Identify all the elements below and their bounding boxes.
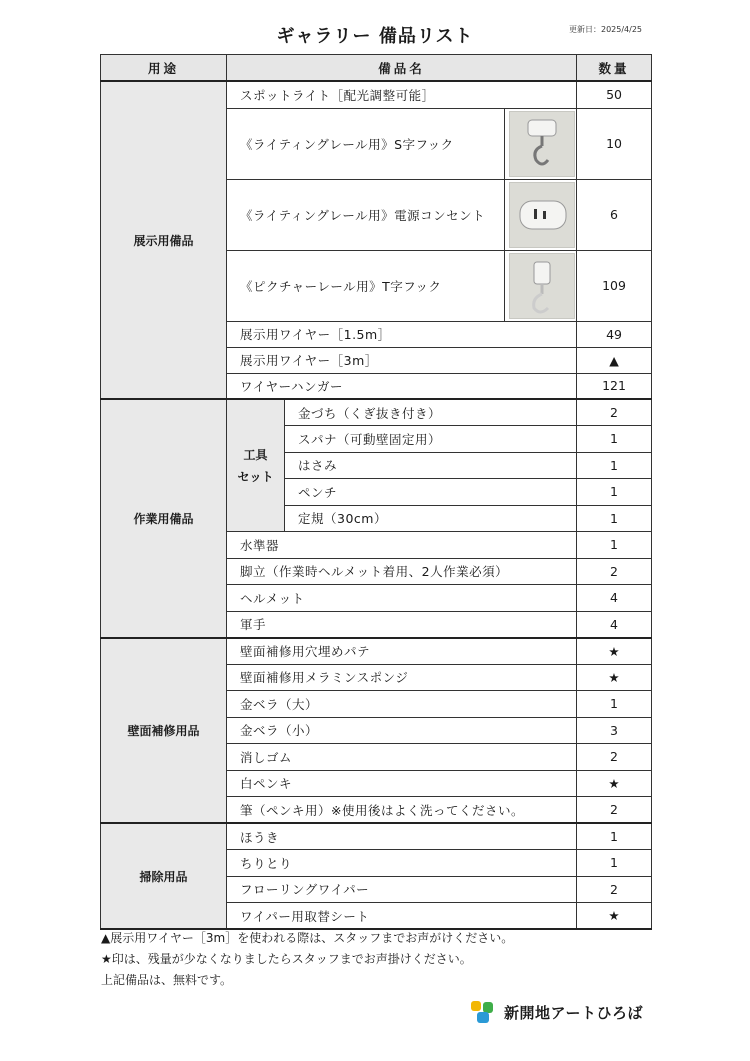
- item-qty: ▲: [577, 347, 652, 373]
- category-wall-repair: 壁面補修用品: [101, 638, 227, 824]
- table-header-row: [101, 55, 652, 82]
- header-qty: 数量: [577, 55, 652, 82]
- item-qty: 121: [577, 373, 652, 399]
- item-name: 軍手: [227, 611, 577, 638]
- item-qty: 4: [577, 611, 652, 638]
- item-qty: 1: [577, 823, 652, 850]
- item-name: 壁面補修用穴埋めパテ: [227, 638, 577, 665]
- item-name: 筆（ペンキ用）※使用後はよく洗ってください。: [227, 797, 577, 824]
- tool-name: 金づち（くぎ抜き付き）: [285, 399, 577, 426]
- table-row: [101, 823, 652, 850]
- category-work: 作業用備品: [101, 399, 227, 638]
- item-qty: 10: [577, 108, 652, 179]
- item-qty: 1: [577, 505, 652, 532]
- item-name: ほうき: [227, 823, 577, 850]
- note-star: ★印は、残量が少なくなりましたらスタッフまでお声掛けください。: [101, 952, 472, 966]
- item-name: 脚立（作業時ヘルメット着用、2人作業必須）: [227, 558, 577, 585]
- table-row: [101, 81, 652, 108]
- item-qty: ★: [577, 770, 652, 797]
- s-hook-photo: [509, 111, 575, 177]
- category-exhibition: 展示用備品: [101, 81, 227, 399]
- item-qty: ★: [577, 638, 652, 665]
- item-qty: 3: [577, 717, 652, 744]
- item-name: 《ライティングレール用》S字フック: [227, 108, 505, 179]
- item-qty: 2: [577, 399, 652, 426]
- item-qty: 1: [577, 532, 652, 559]
- organization-logo: [470, 1000, 643, 1024]
- logo-mark-icon: [470, 1000, 496, 1024]
- item-qty: 1: [577, 479, 652, 506]
- item-qty: 2: [577, 797, 652, 824]
- item-qty: 1: [577, 850, 652, 877]
- item-qty: 4: [577, 585, 652, 612]
- item-qty: 2: [577, 744, 652, 771]
- item-qty: 49: [577, 321, 652, 347]
- item-name: 展示用ワイヤー［3m］: [227, 347, 577, 373]
- item-name: 水準器: [227, 532, 577, 559]
- item-name: 壁面補修用メラミンスポンジ: [227, 664, 577, 691]
- tool-name: ペンチ: [285, 479, 577, 506]
- item-name: 白ペンキ: [227, 770, 577, 797]
- item-name: 《ピクチャーレール用》T字フック: [227, 250, 505, 321]
- item-name: 展示用ワイヤー［1.5m］: [227, 321, 577, 347]
- item-qty: 109: [577, 250, 652, 321]
- tool-name: はさみ: [285, 452, 577, 479]
- header-use: 用途: [101, 55, 227, 82]
- item-qty: 2: [577, 558, 652, 585]
- note-free: 上記備品は、無料です。: [101, 973, 233, 987]
- category-cleaning: 掃除用品: [101, 823, 227, 929]
- item-name: スポットライト［配光調整可能］: [227, 81, 577, 108]
- table-row: [101, 638, 652, 665]
- item-name: ワイヤーハンガー: [227, 373, 577, 399]
- updated-date: 更新日：2025/4/25: [569, 25, 643, 34]
- notes: [101, 928, 513, 991]
- item-qty: 2: [577, 876, 652, 903]
- page-title: ギャラリー 備品リスト: [276, 26, 474, 47]
- item-qty: 1: [577, 452, 652, 479]
- item-name: 金ベラ（大）: [227, 691, 577, 718]
- header-item: 備品名: [227, 55, 577, 82]
- item-name: ワイパー用取替シート: [227, 903, 577, 930]
- item-qty: 6: [577, 179, 652, 250]
- item-name: ヘルメット: [227, 585, 577, 612]
- t-hook-photo: [509, 253, 575, 319]
- tool-name: 定規（30cm）: [285, 505, 577, 532]
- item-name: 金ベラ（小）: [227, 717, 577, 744]
- item-qty: ★: [577, 903, 652, 930]
- item-name: 消しゴム: [227, 744, 577, 771]
- equipment-table: [100, 54, 652, 930]
- item-qty: 50: [577, 81, 652, 108]
- item-qty: 1: [577, 426, 652, 453]
- item-qty: ★: [577, 664, 652, 691]
- item-name: フローリングワイパー: [227, 876, 577, 903]
- tool-name: スパナ（可動壁固定用）: [285, 426, 577, 453]
- item-name: ちりとり: [227, 850, 577, 877]
- toolset-label: 工具 セット: [227, 399, 285, 532]
- item-qty: 1: [577, 691, 652, 718]
- power-outlet-photo: [509, 182, 575, 248]
- note-wire: ▲展示用ワイヤー［3m］を使われる際は、スタッフまでお声がけください。: [101, 931, 514, 945]
- table-row: [101, 399, 652, 426]
- logo-text: 新開地アートひろば: [504, 1003, 644, 1022]
- item-name: 《ライティングレール用》電源コンセント: [227, 179, 505, 250]
